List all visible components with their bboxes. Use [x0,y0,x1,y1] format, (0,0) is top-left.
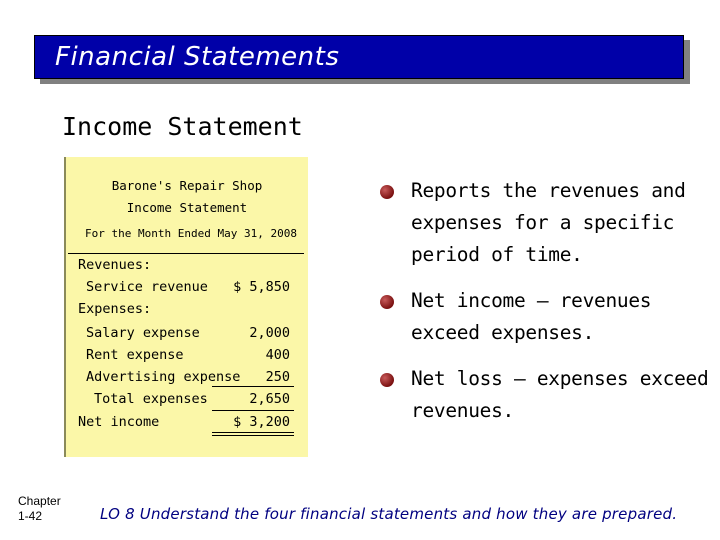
total-expenses-label: Total expenses [94,391,208,407]
rent-expense-amount: 400 [265,347,290,363]
income-statement-panel [64,157,308,457]
slide-title: Financial Statements [55,42,340,72]
bullet-item [380,285,710,349]
bullet-item [380,175,710,271]
net-income-amount: $ 3,200 [233,414,290,430]
bullet-list [380,175,710,441]
bullet-dot-icon [380,295,394,309]
salary-expense-amount: 2,000 [249,325,290,341]
bullet-dot-icon [380,373,394,387]
service-revenue-label: Service revenue [86,279,208,295]
rent-expense-label: Rent expense [86,347,184,363]
chapter-word: Chapter [18,494,61,508]
statement-header-rule [68,253,304,254]
bullet-text: Net income – revenues exceed expenses. [411,289,652,344]
total-expenses-amount: 2,650 [249,391,290,407]
bullet-item [380,363,710,427]
title-bar [34,35,684,79]
bullet-text: Reports the revenues and expenses for a specific period of time. [411,179,686,266]
statement-name: Income Statement [126,200,248,215]
salary-expense-label: Salary expense [86,325,200,341]
bullet-text: Net loss – expenses exceed revenues. [411,367,709,422]
slide-subtitle: Income Statement [62,112,303,141]
total-underline [212,410,294,411]
learning-objective: LO 8 Understand the four financial statements and how they are prepared. [100,505,678,523]
net-income-double-underline-2 [212,435,294,436]
chapter-number: 1-42 [18,509,43,523]
expenses-label: Expenses: [78,301,152,317]
bullet-dot-icon [380,185,394,199]
expenses-underline [212,386,294,387]
advertising-expense-label: Advertising expense [86,369,241,385]
revenues-label: Revenues: [78,257,152,273]
net-income-double-underline-1 [212,432,294,433]
net-income-label: Net income [78,414,160,430]
statement-company: Barone's Repair Shop [111,178,263,193]
chapter-label [18,494,61,524]
service-revenue-amount: $ 5,850 [233,279,290,295]
advertising-expense-amount: 250 [265,369,290,385]
statement-period: For the Month Ended May 31, 2008 [85,227,297,240]
